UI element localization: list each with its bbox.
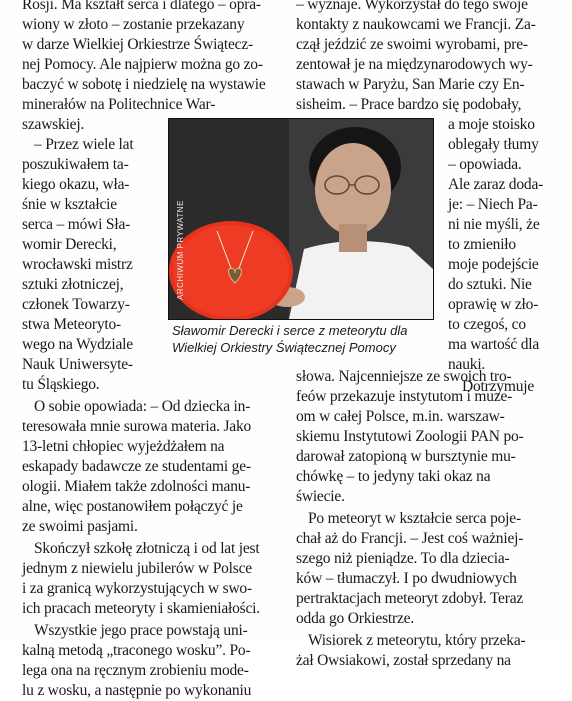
right-column-bottom-line: Po meteoryt w kształcie serca poje- xyxy=(308,510,521,527)
left-column-line: jednym z niewielu jubilerów w Polsce xyxy=(22,560,252,577)
left-column-line: wrocławski mistrz xyxy=(22,256,133,273)
right-column-top-line: stawach w Paryżu, San Marie czy En- xyxy=(296,76,525,93)
right-wrap-line: Ale zaraz doda- xyxy=(448,176,544,193)
right-wrap-line: Dotrzymuje xyxy=(462,378,535,395)
right-wrap-line: nauki. xyxy=(448,356,486,373)
left-column-line: członek Towarzy- xyxy=(22,296,130,313)
photo-caption-line-1: Sławomir Derecki i serce z meteorytu dla xyxy=(172,323,408,338)
right-column-top-line: zentował je na międzynarodowych wy- xyxy=(296,56,533,73)
article-photo xyxy=(168,118,434,320)
right-column-bottom-line: żał Owsiakowi, został sprzedany na xyxy=(296,652,511,669)
right-column-bottom-line: odda go Orkiestrze. xyxy=(296,610,415,627)
right-column-bottom-line: słowa. Najcenniejsze ze swoich tro- xyxy=(296,368,512,385)
left-column-line: wiony w złoto – zostanie przekazany xyxy=(22,16,245,33)
left-column-line: O sobie opowiada: – Od dziecka in- xyxy=(34,398,251,415)
photo-credit: ARCHIWUM PRYWATNE xyxy=(176,200,185,300)
left-column-line: serca – mówi Sła- xyxy=(22,216,131,233)
right-column-bottom-line: om w całej Polsce, m.in. warszaw- xyxy=(296,408,505,425)
photo-illustration xyxy=(169,119,433,319)
left-column-line: lu z wosku, a następnie po wykonaniu xyxy=(22,682,252,699)
right-column-bottom-line: Wisiorek z meteorytu, który przeka- xyxy=(308,632,526,649)
left-column-line: nej Pomocy. Ale najpierw można go zo- xyxy=(22,56,263,73)
left-column-line: – Przez wiele lat xyxy=(34,136,134,153)
right-column-bottom-line: chówkę – to jedyny taki okaz na xyxy=(296,468,491,485)
right-wrap-line: a moje stoisko xyxy=(448,116,535,133)
right-column-top-line: kontakty z naukowcami we Francji. Za- xyxy=(296,16,536,33)
left-column-line: womir Derecki, xyxy=(22,236,117,253)
left-column-line: śnie w kształcie xyxy=(22,196,117,213)
left-column-line: eskapady badawcze ze studentami ge- xyxy=(22,458,251,475)
right-column-top-line: czął jeździć ze swoimi wyrobami, pre- xyxy=(296,36,528,53)
right-column-bottom-line: ków – tłumaczył. I po dwudniowych xyxy=(296,570,517,587)
left-column-line: baczyć w sobotę i niedzielę na wystawie xyxy=(22,76,266,93)
left-column-line: 13-letni chłopiec wyjeżdżałem na xyxy=(22,438,225,455)
left-column-line: szawskiej. xyxy=(22,116,85,133)
left-column-line: kalną metodą „traconego wosku”. Po- xyxy=(22,642,251,659)
right-wrap-line: oprawię w zło- xyxy=(448,296,539,313)
photo-caption-line-2: Wielkiej Orkiestry Świątecznej Pomocy xyxy=(172,340,396,355)
left-column-line: tu Śląskiego. xyxy=(22,376,100,393)
right-wrap-line: je: – Niech Pa- xyxy=(448,196,538,213)
left-column-line: Skończył szkołę złotniczą i od lat jest xyxy=(34,540,260,557)
right-column-top-line: sisheim. – Prace bardzo się podobały, xyxy=(296,96,522,113)
left-column-line: Nauk Uniwersyte- xyxy=(22,356,133,373)
right-wrap-line: do sztuki. Nie xyxy=(448,276,532,293)
left-column-line: i za granicą wykorzystujących w swo- xyxy=(22,580,252,597)
right-wrap-line: oblegały tłumy xyxy=(448,136,539,153)
left-column-line: ologii. Miałem także zdolności manu- xyxy=(22,478,251,495)
right-column-bottom-line: feów przekazuje instytutom i muze- xyxy=(296,388,513,405)
left-column-line: kiego okazu, wła- xyxy=(22,176,130,193)
left-column-line: sztuki złotniczej, xyxy=(22,276,124,293)
right-wrap-line: to zmieniło xyxy=(448,236,516,253)
right-wrap-line: – opowiada. xyxy=(448,156,522,173)
left-column-line: Wszystkie jego prace powstają uni- xyxy=(34,622,248,639)
left-column-line: Rosji. Ma kształt serca i dlatego – opra- xyxy=(22,0,261,13)
left-column-line: teresowała mnie surowa materia. Jako xyxy=(22,418,252,435)
left-column-line: minerałów na Politechnice War- xyxy=(22,96,216,113)
left-column-line: stwa Meteoryto- xyxy=(22,316,122,333)
right-wrap-line: ma wartość dla xyxy=(448,336,540,353)
right-column-top-line: – wyznaje. Wykorzystał do tego swoje xyxy=(296,0,528,13)
right-column-bottom-line: chał aż do Francji. – Jest coś ważniej- xyxy=(296,530,524,547)
left-column-line: poszukiwałem ta- xyxy=(22,156,129,173)
left-column-line: ze swoimi pasjami. xyxy=(22,518,138,535)
right-column-bottom-line: darował zatopioną w bursztynie mu- xyxy=(296,448,516,465)
right-column-bottom-line: świecie. xyxy=(296,488,345,505)
left-column-line: wego na Wydziale xyxy=(22,336,133,353)
right-column-bottom-line: szego niż pieniądze. To dla dziecia- xyxy=(296,550,510,567)
left-column-line: lega ona na ręcznym zrobieniu mode- xyxy=(22,662,249,679)
left-column-line: alne, więc postanowiłem połączyć je xyxy=(22,498,243,515)
right-column-bottom-line: skiemu Instytutowi Zoologii PAN po- xyxy=(296,428,524,445)
right-wrap-line: to czegoś, co xyxy=(448,316,526,333)
right-wrap-line: ni nie myśli, że xyxy=(448,216,540,233)
left-column-line: ich pracach meteoryty i skamieniałości. xyxy=(22,600,260,617)
left-column-line: w darze Wielkiej Orkiestrze Świątecz- xyxy=(22,36,253,53)
right-wrap-line: moje podejście xyxy=(448,256,539,273)
right-column-bottom-line: pertraktacjach meteoryt zdobył. Teraz xyxy=(296,590,524,607)
